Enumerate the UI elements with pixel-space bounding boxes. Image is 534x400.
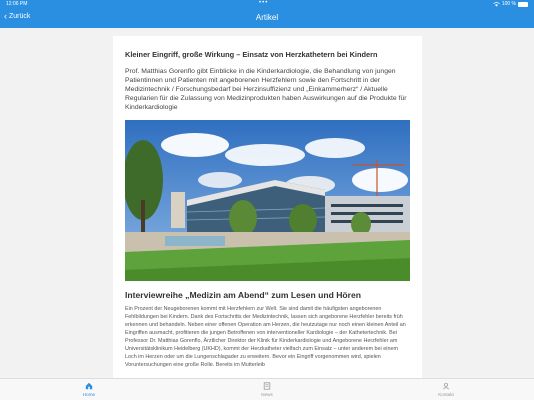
multitasking-dots-icon: ••• xyxy=(259,0,269,6)
tab-news-label: News xyxy=(261,392,273,397)
home-icon xyxy=(85,382,93,390)
article-headline: Kleiner Eingriff, große Wirkung – Einsatz von Herzkathetern bei Kindern xyxy=(125,50,378,59)
hospital-building-photo xyxy=(125,120,410,281)
news-icon xyxy=(263,382,271,390)
tab-news[interactable] xyxy=(247,382,287,397)
article-lead: Prof. Matthias Gorenflo gibt Einblicke in die Kinderkardiologie, die Behandlung von jungen Patientinnen und Patienten mit angeborenen Herzfehlern sowie den Fortschritt in der Medizintechnik / Forschungsbedarf bei Herzinsuffizienz und „Einkammerherz“ / Aktuelle Regularien für die Zulassung von Medizinprodukten haben Auswirkungen auf die Produkte für Kinderkardiologie xyxy=(125,68,407,111)
tab-home-label: Home xyxy=(82,392,96,397)
scroll-content[interactable] xyxy=(0,28,534,378)
article-sub-headline: Interviewreihe „Medizin am Abend“ zum Lesen und Hören xyxy=(125,290,362,300)
chevron-left-icon: ‹ xyxy=(4,11,7,21)
article-card xyxy=(113,36,422,378)
tab-bar xyxy=(0,378,534,400)
status-bar xyxy=(0,0,534,9)
battery-icon xyxy=(518,2,528,7)
wifi-icon xyxy=(493,2,500,7)
navigation-bar xyxy=(0,9,534,28)
battery-percent: 100 % xyxy=(501,1,516,7)
article-photo xyxy=(125,120,410,281)
tab-contact[interactable] xyxy=(426,382,466,397)
status-time: 12:06 PM xyxy=(6,1,28,7)
back-button-label: Zurück xyxy=(9,13,31,20)
tab-contact-label: Kontakt xyxy=(438,392,454,397)
page-title: Artikel xyxy=(255,13,279,22)
contact-icon xyxy=(442,382,450,390)
tab-home[interactable] xyxy=(69,382,109,397)
status-right xyxy=(493,1,528,7)
article-body: Ein Prozent der Neugeborenen kommt mit Herzfehlern zur Welt. Sie sind damit die häufigsten angeborenen Fehlbildungen bei Kindern. Dank des Fortschritts der Medizintechnik, lassen sich angeborene Herzfehler bereits früh erkennen und behandeln. Neben einer offenen Operation am Herzen, die heutzutage nur noch einen kleinen Anteil an Eingriffen ausmacht, profitieren die jungen Betroffenen von interventioneller Kardiologie – der Kathetertechnik. Bei Professor Dr. Matthias Gorenflo, Ärztlicher Direktor der Klinik für Kinderkardiologie und Angeborene Herzfehler am Universitätsklinikum Heidelberg (UKHD), kommt der Herzkatheter vielfach zum Einsatz – unter anderem bei einem Loch im Herzen oder um die Lungenschlagader zu erweitern. Bevor ein Eingriff vorgenommen wird, spielen Voruntersuchungen eine große Rolle. Bereits im Mutterleib xyxy=(125,306,406,368)
